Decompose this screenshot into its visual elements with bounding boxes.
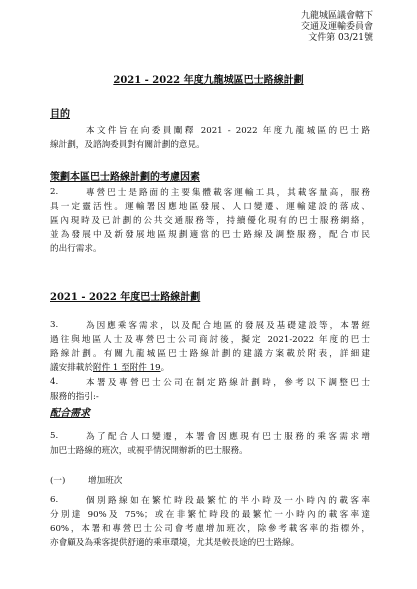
paragraph-6 (50, 494, 370, 550)
doc-ref-line: 文件第 03/21號 (308, 33, 373, 43)
sub-heading-increase-frequency: 增加班次 (88, 476, 123, 486)
paragraph-number: 6. (50, 495, 59, 505)
document-reference (301, 11, 373, 44)
annex-link[interactable]: 附件 1 至附件 19 (92, 363, 161, 373)
paragraph-line: 服務的指引:- (50, 392, 99, 402)
paragraph-line: 加巴士路線的班次，或視乎情況開辦新的巴士服務。 (50, 446, 248, 456)
doc-ref-line: 交通及運輸委員會 (300, 22, 373, 32)
paragraph-number: 3. (50, 320, 59, 330)
paragraph-1 (50, 124, 370, 152)
paragraph-line: 線計劃，及諮詢委員對有關計劃的意見。 (50, 140, 205, 150)
paragraph-line: 本署及專營巴士公司在制定路線計劃時，參考以下調整巴士 (86, 378, 370, 388)
paragraph-4 (50, 376, 370, 404)
paragraph-line: 60%，本署和專營巴士公司會考慮增加班次，除參考載客率的指標外， (50, 524, 370, 534)
paragraph-line (50, 361, 370, 375)
paragraph-5 (50, 430, 370, 458)
sub-heading-number: (一) (50, 476, 66, 486)
paragraph-3 (50, 319, 370, 375)
paragraph-line: 為因應乘客需求，以及配合地區的發展及基礎建設等，本署經 (86, 321, 370, 331)
paragraph-number: 4. (50, 377, 59, 387)
text-fragment: 。 (160, 363, 170, 373)
paragraph-line: 分別達 90%及 75%；或在非繁忙時段的最繁忙一小時內的載客率達 (50, 510, 370, 520)
heading-planning-considerations: 策劃本區巴士路線計劃的考慮因素 (50, 172, 200, 183)
paragraph-line: 本文件旨在向委員闡釋 2021 - 2022 年度九龍城區的巴士路 (86, 126, 370, 136)
paragraph-line: 個別路線如在繁忙時段最繁忙的半小時及一小時內的載客率 (86, 496, 370, 506)
paragraph-line: 路線計劃。有關九龍城區巴士路線計劃的建議方案載於附表，詳細建 (50, 349, 370, 359)
paragraph-line: 區內現時及已計劃的公共交通服務等，持續優化現有的巴士服務網絡， (50, 216, 370, 226)
paragraph-line: 專營巴士是路面的主要集體載客運輸工具，其載客量高，服務 (86, 188, 370, 198)
heading-meeting-demand: 配合需求 (50, 408, 90, 419)
paragraph-line: 並為發展中及新發展地區規劃適當的巴士路線及調整服務，配合市民 (50, 230, 370, 240)
paragraph-line: 具一定靈活性。運輸署因應地區發展、人口變遷、運輸建設的落成、 (50, 202, 370, 212)
text-fragment: 議安排載於 (50, 363, 93, 373)
paragraph-number: 2. (50, 187, 59, 197)
heading-purpose: 目的 (50, 109, 70, 120)
doc-ref-line: 九龍城區議會轄下 (300, 11, 373, 21)
document-title: 2021 - 2022 年度九龍城區巴士路線計劃 (113, 75, 304, 86)
paragraph-line: 過往與地區人士及專營巴士公司商討後，擬定 2021-2022 年度的巴士 (50, 335, 370, 345)
heading-route-programme: 2021 - 2022 年度巴士路線計劃 (50, 292, 201, 303)
paragraph-line: 為了配合人口變遷，本署會因應現有巴士服務的乘客需求增 (86, 432, 370, 442)
paragraph-line: 亦會顧及為乘客提供舒適的乘車環境，尤其是較長途的巴士路線。 (50, 538, 300, 548)
paragraph-2 (50, 186, 370, 256)
paragraph-line: 的出行需求。 (50, 244, 102, 254)
paragraph-number: 5. (50, 431, 59, 441)
